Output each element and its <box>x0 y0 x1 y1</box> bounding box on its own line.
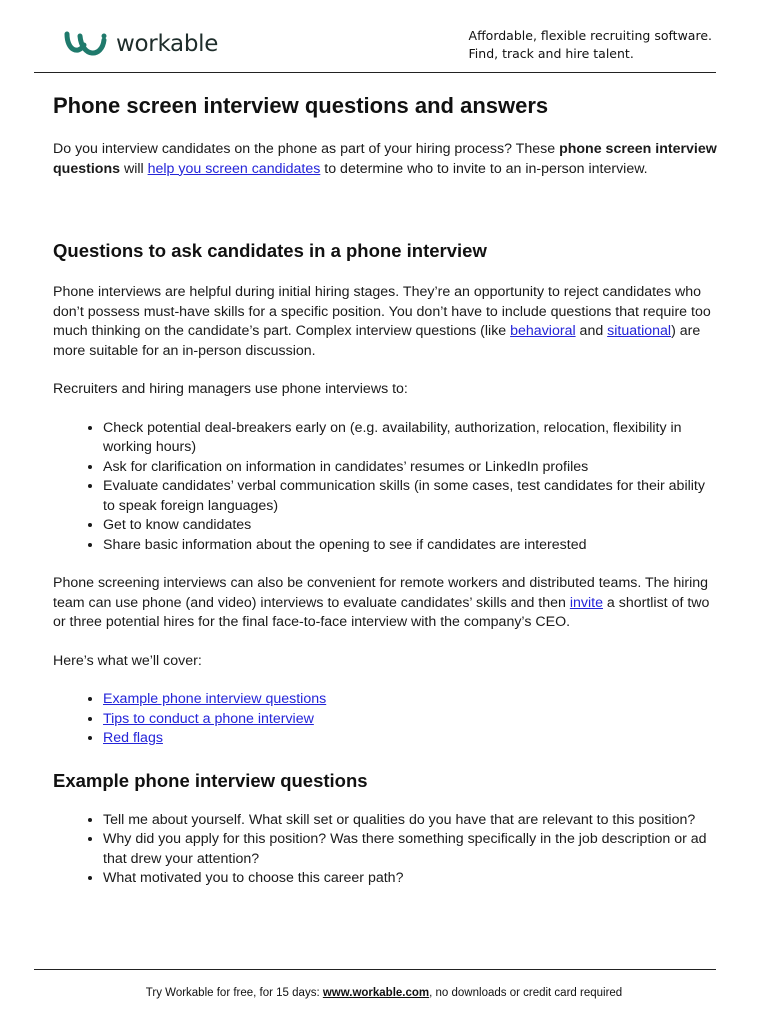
section1-paragraph-3 <box>53 574 717 633</box>
page-footer <box>0 987 768 999</box>
page-header <box>34 22 716 73</box>
section-heading-example-questions: Example phone interview questions <box>53 769 368 791</box>
footer-text-2: , no downloads or credit card required <box>429 987 623 999</box>
list-item: • What motivated you to choose this career path? <box>103 869 717 889</box>
list-item: • Get to know candidates <box>103 516 717 536</box>
para1-text-3: ) are more suitable for an in-person discussion. <box>53 323 701 359</box>
list-item: • Share basic information about the opening to see if candidates are interested <box>103 536 717 556</box>
toc-link-tips[interactable]: Tips to conduct a phone interview <box>103 710 314 727</box>
tagline <box>469 27 712 63</box>
article-content <box>53 92 717 889</box>
link-behavioral[interactable]: behavioral <box>510 323 576 339</box>
toc-link-example-questions[interactable]: Example phone interview questions <box>103 691 327 707</box>
tagline-line-2: Find, track and hire talent. <box>468 46 634 61</box>
section-heading-questions: Questions to ask candidates in a phone interview <box>53 240 487 261</box>
link-help-you-screen[interactable]: help you screen candidates <box>147 160 321 177</box>
list-item: • Why did you apply for this position? Was there something specifically in the job description or ad that drew your attention? <box>103 830 717 869</box>
para1-text-1: Phone interviews are helpful during initial hiring stages. They’re an opportunity to reject candidates who don’t possess must-have skills for a specific position. You don’t have to include questions that require too much thinking on the candidate’s part. Complex interview questions (like <box>53 284 711 339</box>
list-item: • Check potential deal-breakers early on (e.g. availability, authorization, relocation, flexibility in working hours) <box>103 419 717 458</box>
intro-paragraph <box>53 140 717 179</box>
list-item: • Evaluate candidates’ verbal communication skills (in some cases, test candidates for their ability to speak foreign languages) <box>103 477 717 516</box>
table-of-contents <box>53 690 717 749</box>
list-item: • Ask for clarification on information in candidates’ resumes or LinkedIn profiles <box>103 458 717 478</box>
toc-item <box>103 710 717 730</box>
footer-link-workable[interactable]: www.workable.com <box>322 987 430 999</box>
intro-bold: phone screen interview questions <box>53 141 717 177</box>
uses-list <box>53 419 717 556</box>
tagline-line-1: Affordable, flexible recruiting software. <box>468 28 712 43</box>
intro-text-3: to determine who to invite to an in-person interview. <box>320 160 648 177</box>
section1-paragraph-2: Recruiters and hiring managers use phone interviews to: <box>53 381 408 397</box>
link-situational[interactable]: situational <box>607 323 672 339</box>
link-invite[interactable]: invite <box>569 594 603 611</box>
workable-logo[interactable] <box>64 28 218 60</box>
logo-text: workable <box>116 31 219 57</box>
para1-text-2: and <box>575 323 608 339</box>
intro-text-2: will <box>120 160 148 177</box>
footer-text-1: Try Workable for free, for 15 days: <box>145 987 323 999</box>
toc-link-red-flags[interactable]: Red flags <box>103 730 163 746</box>
section1-paragraph-4: Here’s what we’ll cover: <box>53 652 202 669</box>
para3-text-2: a shortlist of two or three potential hires for the final face-to-face interview with the company’s CEO. <box>53 594 710 630</box>
page-title: Phone screen interview questions and answers <box>53 93 549 118</box>
example-questions-list <box>53 811 717 889</box>
para3-text-1: Phone screening interviews can also be convenient for remote workers and distributed teams. The hiring team can use phone (and video) interviews to evaluate candidates’ skills and then <box>53 575 709 611</box>
list-item: • Tell me about yourself. What skill set or qualities do you have that are relevant to this position? <box>103 811 717 831</box>
toc-item <box>103 690 717 710</box>
intro-text-1: Do you interview candidates on the phone as part of your hiring process? These <box>53 141 560 157</box>
toc-item <box>103 729 717 749</box>
section1-paragraph-1 <box>53 283 717 361</box>
footer-divider <box>34 969 716 970</box>
workable-logo-mark-icon <box>64 28 112 60</box>
